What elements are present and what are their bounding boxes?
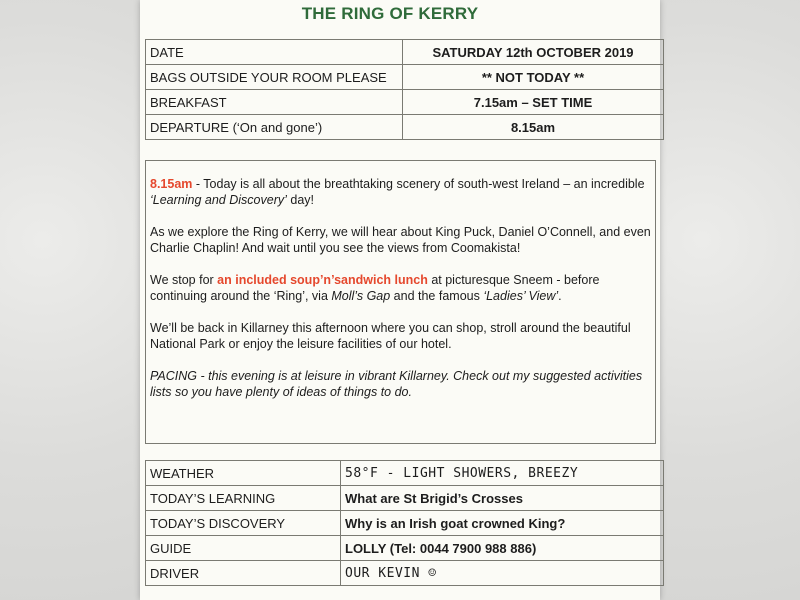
guide-close: ) [531, 540, 537, 556]
p3-text-d: . [558, 289, 562, 303]
schedule-table [145, 39, 664, 140]
p3-italic-molls-gap: Moll’s Gap [331, 289, 391, 303]
table-row [146, 65, 664, 90]
table-row [146, 90, 664, 115]
learning-value: What are St Brigid’s Crosses [341, 486, 664, 511]
breakfast-value: 7.15am – SET TIME [403, 90, 664, 115]
discovery-value: Why is an Irish goat crowned King? [341, 511, 664, 536]
pacing-label: PACING [150, 369, 197, 383]
guide-phone: 0044 7900 988 886 [419, 540, 532, 556]
date-value: SATURDAY 12th OCTOBER 2019 [403, 40, 664, 65]
lunch-highlight: an included soup’n’sandwich lunch [217, 273, 428, 287]
table-row [146, 40, 664, 65]
background-left [0, 0, 140, 600]
p3-text-b: at picturesque Sneem - before continuing around the ‘Ring’, via [150, 273, 600, 303]
departure-time-highlight: 8.15am [150, 177, 193, 191]
itinerary-paragraph-2: As we explore the Ring of Kerry, we will hear about King Puck, Daniel O’Connell, and even Charlie Chaplin! And wait until you see the views from Coomakista! [150, 225, 651, 255]
guide-value [341, 536, 664, 561]
p3-text-c: and the famous [390, 289, 484, 303]
pacing-text: - this evening is at leisure in vibrant Killarney. Check out my suggested activities lists so you have plenty of ideas of things to do. [150, 369, 643, 399]
breakfast-label: BREAKFAST [146, 90, 403, 115]
table-row [146, 461, 664, 486]
itinerary-paragraph-4: We’ll be back in Killarney this afternoon where you can shop, stroll around the beautiful National Park or enjoy the leisure facilities of our hotel. [150, 321, 631, 351]
background-right [660, 0, 800, 600]
table-row [146, 536, 664, 561]
p1-italic: ‘Learning and Discovery’ [150, 193, 287, 207]
bags-value: ** NOT TODAY ** [403, 65, 664, 90]
discovery-label: TODAY’S DISCOVERY [146, 511, 341, 536]
departure-label: DEPARTURE (‘On and gone’) [146, 115, 403, 140]
p1-text-b: day! [286, 193, 314, 207]
table-row [146, 511, 664, 536]
table-row [146, 561, 664, 586]
itinerary-paragraph-5 [150, 368, 651, 400]
table-row [146, 486, 664, 511]
guide-label: GUIDE [146, 536, 341, 561]
driver-label: DRIVER [146, 561, 341, 586]
p3-italic-ladies-view: ‘Ladies’ View’ [483, 289, 559, 303]
p3-text-a: We stop for [150, 273, 218, 287]
page-title: THE RING OF KERRY [301, 4, 479, 23]
date-label: DATE [146, 40, 403, 65]
itinerary-paragraph-1 [150, 176, 651, 208]
itinerary-box [145, 160, 656, 444]
p1-text-a: - Today is all about the breathtaking scenery of south-west Ireland – an incredible [192, 177, 645, 191]
table-row [146, 115, 664, 140]
weather-value: 58°F - LIGHT SHOWERS, BREEZY [341, 461, 664, 486]
weather-label: WEATHER [146, 461, 341, 486]
notice-sheet [140, 0, 660, 600]
learning-label: TODAY’S LEARNING [146, 486, 341, 511]
departure-value: 8.15am [403, 115, 664, 140]
bags-label: BAGS OUTSIDE YOUR ROOM PLEASE [146, 65, 403, 90]
guide-name: LOLLY (Tel: [345, 540, 420, 556]
itinerary-paragraph-3 [150, 272, 651, 304]
driver-value: OUR KEVIN ☺ [341, 561, 664, 586]
details-table [145, 460, 664, 586]
